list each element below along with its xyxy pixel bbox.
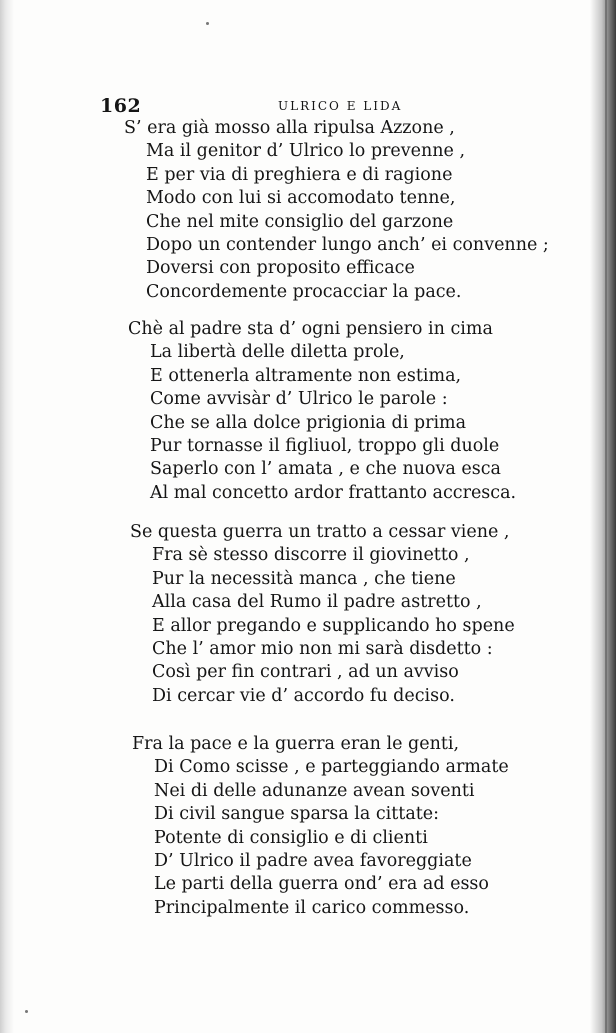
verse-line: Di Como scisse , e parteggiando armate [154,757,509,778]
verse-line: Pur la necessità manca , che tiene [152,568,456,589]
verse-line: Fra sè stesso discorre il giovinetto , [152,545,470,566]
verse-line: Ma il genitor d’ Ulrico lo prevenne , [146,141,466,162]
verse-line: Concordemente procacciar la pace. [146,281,462,302]
paper-speck [25,1010,28,1013]
verse-line: D’ Ulrico il padre avea favoreggiate [154,850,472,871]
verse-line: Che se alla dolce prigionia di prima [150,412,467,433]
stanza [132,733,616,920]
verse-line: Doversi con proposito efficace [146,258,415,279]
verse-line: Alla casa del Rumo il padre astretto , [152,592,482,613]
paper-speck [206,22,209,25]
stanza [128,318,616,505]
verse-line: S’ era già mosso alla ripulsa Azzone , [124,118,455,138]
verse-line: Che l’ amor mio non mi sarà disdetto : [152,638,493,659]
verse-line: Così per fin contrari , ad un avviso [152,662,459,683]
verse-line: Potente di consiglio e di clienti [154,827,428,848]
verse-line: Le parti della guerra ond’ era ad esso [154,874,489,895]
verse-line: E allor pregando e supplicando ho spene [152,615,515,636]
stanza [130,521,616,708]
verse-line: Saperlo con l’ amata , e che nuova esca [150,459,501,480]
verse-line: Pur tornasse il figliuol, troppo gli duole [150,435,500,456]
verse-line: Dopo un contender lungo anch’ ei convenne ; [146,234,549,255]
verse-line: Se questa guerra un tratto a cessar viene , [130,522,510,542]
verse-line: E per via di preghiera e di ragione [146,164,453,185]
stanza [124,117,616,304]
verse-line: Fra la pace e la guerra eran le genti, [132,734,460,754]
page-number: 162 [100,95,142,117]
verse-line: Come avvisàr d’ Ulrico le parole : [150,389,448,410]
page-left-edge-shadow [0,0,14,1033]
verse-line: Chè al padre sta d’ ogni pensiero in cima [128,319,493,339]
verse-line: Che nel mite consiglio del garzone [146,211,454,232]
verse-line: Nei di delle adunanze avean soventi [154,780,475,801]
page-header [100,95,560,117]
running-head: ULRICO E LIDA [278,99,403,113]
verse-line: Al mal concetto ardor frattanto accresca. [150,482,517,503]
verse-line: E ottenerla altramente non estima, [150,365,462,386]
verse-line: La libertà delle diletta prole, [150,342,405,363]
verse-line: Di cercar vie d’ accordo fu deciso. [152,685,455,706]
verse-line: Di civil sangue sparsa la cittate: [154,804,440,825]
verse-line: Modo con lui si accomodato tenne, [146,188,456,209]
verse-line: Principalmente il carico commesso. [154,897,470,918]
